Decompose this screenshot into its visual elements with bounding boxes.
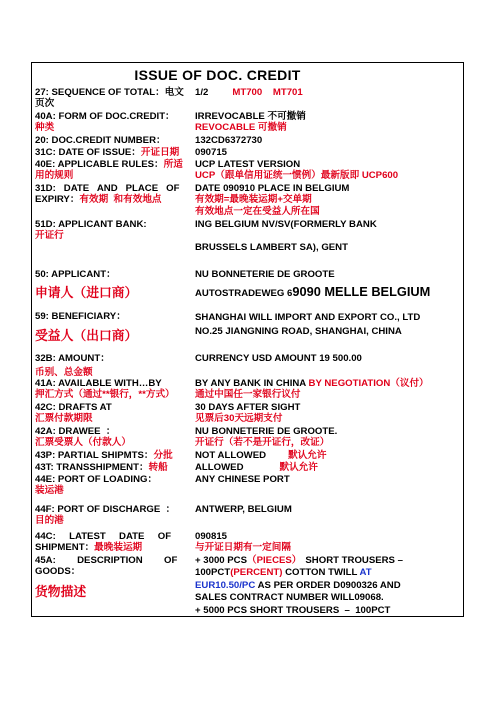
field-value: BY ANY BANK IN CHINA	[195, 378, 309, 389]
field-note: 默认允许	[279, 462, 318, 473]
field-note: 默认允许	[288, 450, 327, 461]
field-value: 1/2	[195, 87, 209, 98]
field-note: 见票后30天远期支付	[195, 413, 283, 425]
field-value: NU BONNETERIE DE GROOTE	[195, 269, 335, 280]
goods-line: + 3000 PCS	[195, 555, 248, 566]
field-value: ALLOWED	[195, 462, 244, 473]
field-value: UCP LATEST VERSION	[195, 159, 301, 170]
message-type-note: MT700 MT701	[232, 87, 303, 98]
goods-line: AS PER ORDER D0900326 AND	[255, 579, 401, 591]
field-label: 50: APPLICANT：	[35, 269, 116, 280]
unit-price: EUR10.50/PC	[195, 579, 256, 591]
field-label: 44F: PORT OF DISCHARGE ：	[35, 504, 176, 515]
field-value-cn: 可撤销	[257, 122, 287, 134]
field-label: 43P: PARTIAL SHIPMTS：	[35, 450, 154, 461]
field-label-cn: 受益人（出口商）	[35, 328, 138, 344]
field-label: SHIPMENT：	[35, 542, 95, 554]
field-label: 20: DOC.CREDIT NUMBER：	[35, 135, 166, 146]
field-value: SHANGHAI WILL IMPORT AND EXPORT CO., LTD	[195, 312, 421, 323]
field-label-cn: 转船	[148, 462, 168, 473]
field-label-cn: 有效期 和有效地点	[79, 194, 162, 206]
field-label: 42A: DRAWEE ：	[35, 426, 116, 437]
field-label: 40E: APPLICABLE RULES：	[35, 159, 164, 170]
field-label-cn: 所适	[163, 159, 183, 170]
field-value: DATE 090910 PLACE IN BELGIUM	[195, 183, 350, 194]
field-label-cn: 汇票受票人（付款人）	[35, 437, 131, 449]
field-value: 30 DAYS AFTER SIGHT	[195, 402, 301, 413]
field-label-cn: 最晚装运期	[94, 542, 143, 554]
field-value-highlight: BY NEGOTIATION（议付）	[308, 378, 429, 389]
field-label: 59: BENEFICIARY：	[35, 311, 126, 322]
field-label: 51D: APPLICANT BANK:	[35, 219, 147, 230]
field-value: 132CD6372730	[195, 135, 263, 146]
field-label-cn: 电文	[164, 87, 184, 98]
field-label: 27: SEQUENCE OF TOTAL：	[35, 87, 165, 98]
goods-line: COTTON TWILL	[282, 567, 360, 579]
goods-line: SHORT TROUSERS –	[305, 555, 403, 566]
field-note: 通过中国任一家银行议付	[195, 389, 301, 401]
field-value: NO.25 JIANGNING ROAD, SHANGHAI, CHINA	[195, 325, 402, 337]
field-value: ANTWERP, BELGIUM	[195, 504, 292, 515]
field-label-cn: 汇票付款期限	[35, 413, 93, 425]
field-label-cn: 种类	[35, 122, 55, 134]
field-label: 31C: DATE OF ISSUE：	[35, 147, 141, 158]
field-label: 31D: DATE AND PLACE OF	[35, 183, 180, 194]
field-label-cn: 开证行	[35, 230, 64, 242]
field-value: ANY CHINESE PORT	[195, 474, 290, 485]
field-label: 40A: FORM OF DOC.CREDIT：	[35, 111, 175, 122]
goods-note: (PERCENT)	[230, 567, 283, 579]
field-value: IRREVOCABLE	[195, 111, 265, 122]
field-note: 与开证日期有一定间隔	[195, 542, 291, 554]
field-value: 9090 MELLE BELGIUM	[292, 284, 431, 300]
field-label: 44C: LATEST DATE OF	[35, 531, 172, 542]
field-label: 41A: AVAILABLE WITH…BY	[35, 378, 162, 389]
field-note: 开证行（若不是开证行，改证）	[195, 437, 330, 449]
goods-note: AT	[359, 567, 372, 579]
field-label-cn: 押汇方式（通过**银行，**方式）	[35, 389, 175, 401]
field-note: 有效地点一定在受益人所在国	[195, 205, 320, 217]
field-label-cn: 申请人（进口商）	[35, 285, 138, 301]
field-label: EXPIRY：	[35, 194, 80, 206]
field-label: GOODS：	[35, 566, 81, 578]
field-label: 44E: PORT OF LOADING：	[35, 474, 158, 485]
field-note: UCP（跟单信用证统一惯例）最新版即 UCP600	[195, 170, 399, 182]
credit-document	[31, 62, 464, 617]
field-label-cn: 用的规则	[35, 170, 74, 182]
field-value: REVOCABLE	[195, 122, 256, 134]
field-label: 43T: TRANSSHIPMENT：	[35, 462, 149, 473]
field-value-cn: 不可撤销	[267, 111, 306, 122]
field-label-cn: 分批	[153, 450, 173, 461]
field-value: 090815	[195, 531, 228, 542]
goods-note: （PIECES）	[247, 555, 302, 566]
field-label: 32B: AMOUNT：	[35, 353, 110, 364]
field-label-cn: 装运港	[35, 485, 64, 497]
field-label-cn: 开证日期	[140, 147, 180, 158]
document-title: ISSUE OF DOC. CREDIT	[134, 67, 301, 83]
field-label-cn: 目的港	[35, 515, 64, 527]
goods-line: + 5000 PCS SHORT TROUSERS – 100PCT	[195, 604, 391, 616]
field-note: 有效期=最晚装运期+交单期	[195, 194, 312, 206]
field-value: AUTOSTRADEWEG 6	[195, 288, 293, 300]
field-value: BRUSSELS LAMBERT SA), GENT	[195, 242, 348, 254]
field-label-cn: 币别、总金额	[35, 367, 93, 379]
goods-line: SALES CONTRACT NUMBER WILL09068.	[195, 592, 384, 604]
field-value: NOT ALLOWED	[195, 450, 267, 461]
field-label: 42C: DRAFTS AT	[35, 402, 112, 413]
field-label-cn: 页次	[35, 98, 55, 110]
field-value: CURRENCY USD AMOUNT 19 500.00	[195, 353, 362, 364]
field-value: ING BELGIUM NV/SV(FORMERLY BANK	[195, 219, 377, 230]
field-label-cn: 货物描述	[35, 583, 87, 599]
field-label: 45A: DESCRIPTION OF	[35, 555, 178, 566]
goods-line: 100PCT	[195, 567, 231, 579]
field-value: 090715	[195, 147, 228, 158]
field-value: NU BONNETERIE DE GROOTE.	[195, 426, 338, 437]
